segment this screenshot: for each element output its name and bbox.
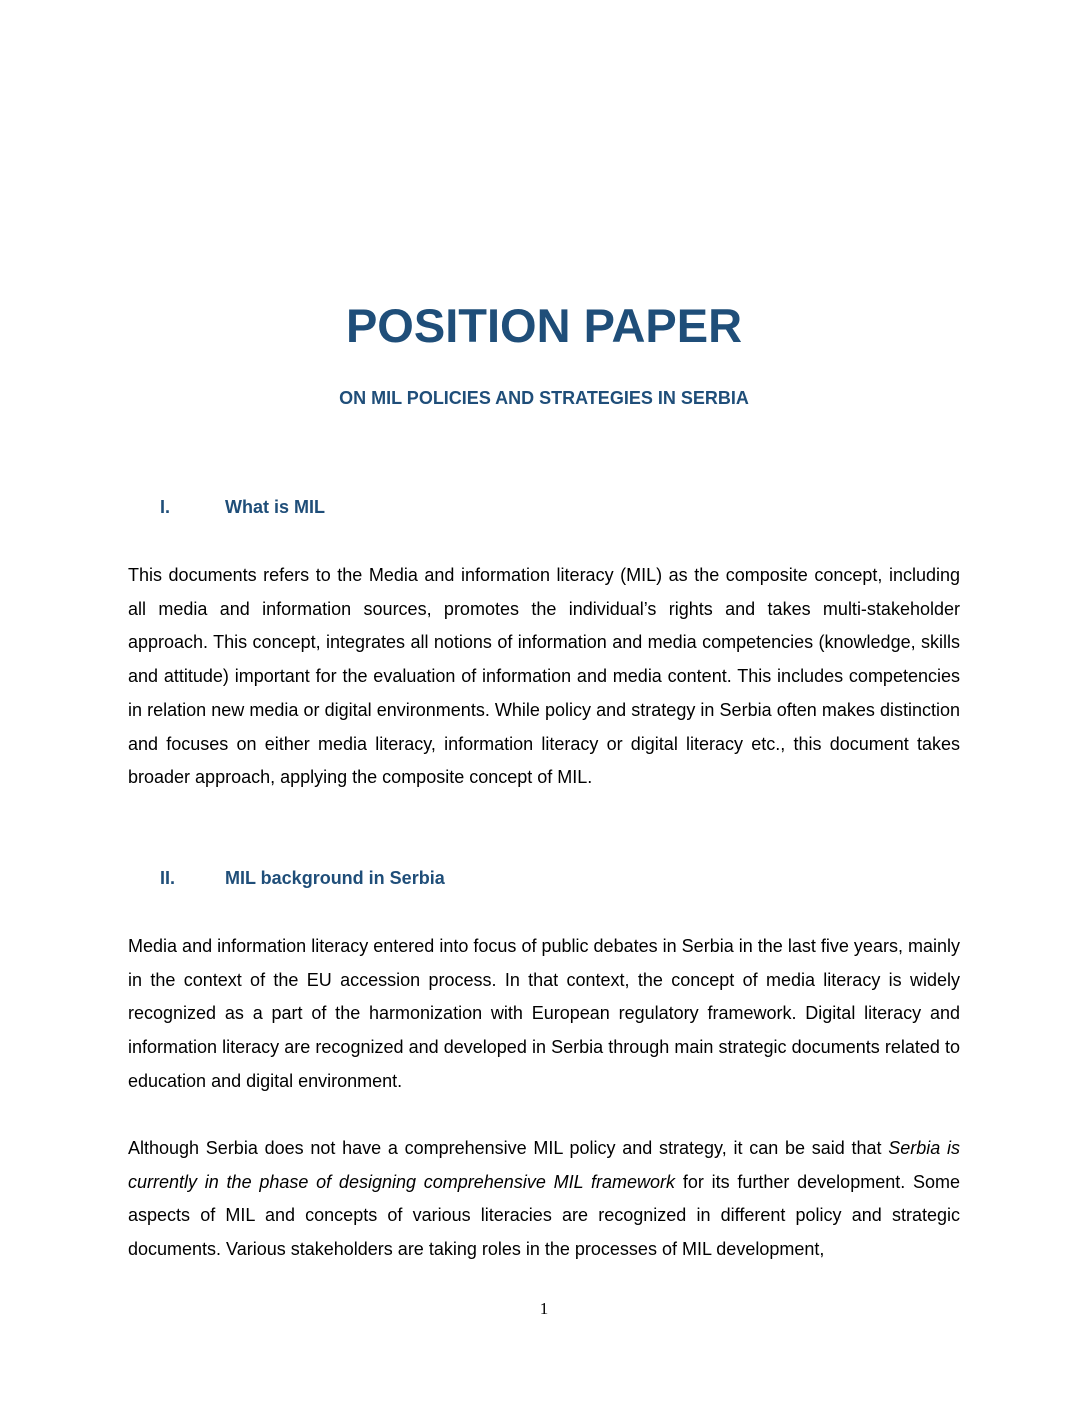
paragraph-text: Although Serbia does not have a comprehensive MIL policy and strategy, it can be said that <box>128 1138 889 1158</box>
section-title: MIL background in Serbia <box>225 868 445 888</box>
document-subtitle: ON MIL POLICIES AND STRATEGIES IN SERBIA <box>339 388 749 408</box>
section-number: I. <box>160 497 171 517</box>
page-number: 1 <box>539 1299 549 1318</box>
section-heading-1 <box>160 495 960 519</box>
paragraph-text: for its further development. Some aspects of MIL and concepts of various literacies are recognized in different policy and strategic documents. Various stakeholders are taking roles in the processes of MIL development, <box>128 1171 961 1260</box>
paragraph: Media and information literacy entered into focus of public debates in Serbia in the last five years, mainly in the context of the EU accession process. In that context, the concept of media literacy is widely recognized as a part of the harmonization with European regulatory framework. Digital literacy and information literacy are recognized and developed in Serbia through main strategic documents related to education and digital environment. <box>128 936 960 1091</box>
section-title: What is MIL <box>225 497 325 517</box>
paragraph: This documents refers to the Media and information literacy (MIL) as the composite concept, including all media and information sources, promotes the individual’s rights and takes multi-stakeholder approach. This concept, integrates all notions of information and media competencies (knowledge, skills and attitude) important for the evaluation of information and media content. This includes competencies in relation new media or digital environments. While policy and strategy in Serbia often makes distinction and focuses on either media literacy, information literacy or digital literacy etc., this document takes broader approach, applying the composite concept of MIL. <box>128 565 960 788</box>
paragraph <box>128 1132 960 1267</box>
document-title: POSITION PAPER <box>345 299 743 352</box>
section-heading-2 <box>160 866 960 890</box>
paragraph-emphasis: Serbia is currently in the phase of designing comprehensive MIL framework <box>128 1138 961 1192</box>
section-number: II. <box>160 868 176 888</box>
